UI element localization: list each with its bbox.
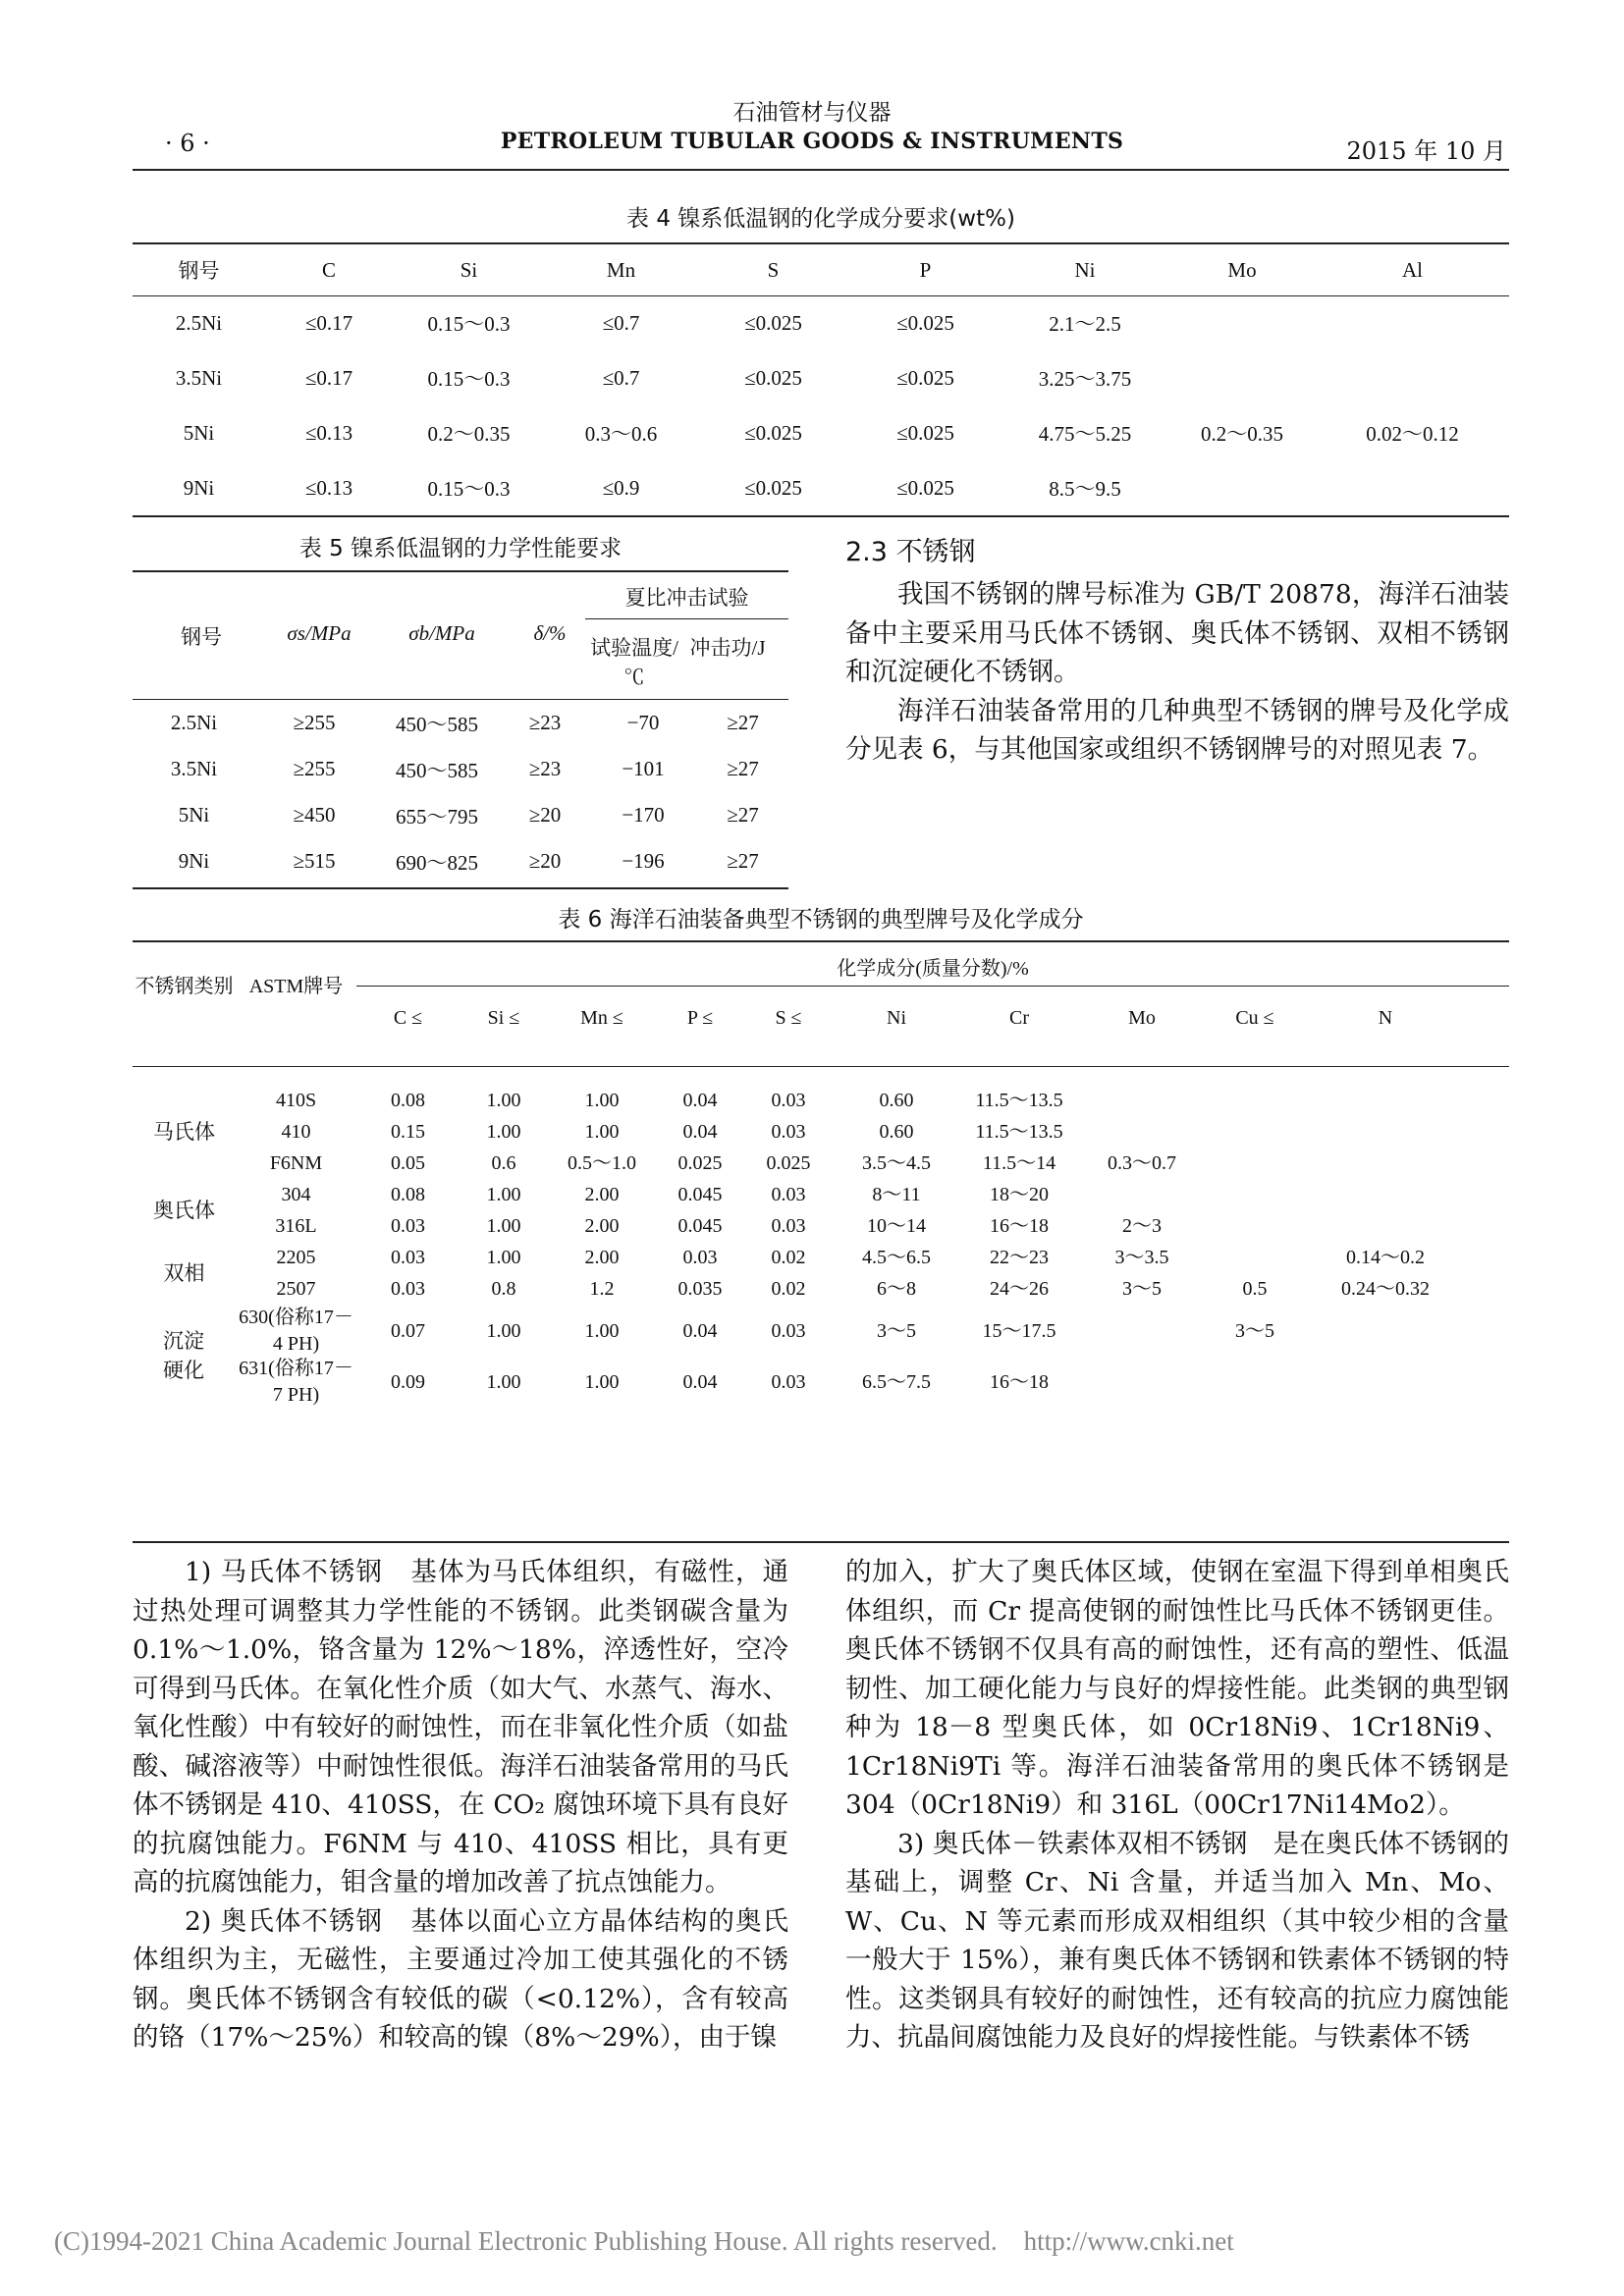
t4-cell: ≤0.025 [744,310,802,335]
t4-cell: 2.5Ni [175,310,223,335]
t6-cell: 0.02 [771,1278,806,1300]
t5-cell: −196 [622,849,665,873]
t6-cell: 410 [281,1121,311,1143]
t5-cell: ≥27 [727,757,759,780]
t4-cell: ≤0.025 [744,475,802,500]
t6-cell: 10～14 [867,1215,926,1237]
table6-bottom-rule [133,1541,1509,1543]
section-2-3-p2: 海洋石油装备常用的几种典型不锈钢的牌号及化学成分见表 6，与其他国家或组织不锈钢牌号的对照见表 7。 [845,695,1509,765]
t4-cell: ≤0.025 [896,475,954,500]
t4-cell: 3.5Ni [175,365,223,390]
t6-cell: 0.03 [771,1320,806,1342]
t4-cell [1316,295,1509,350]
t5-row [133,746,788,792]
t6-cell: 16～18 [990,1371,1049,1393]
t6-cell: 3～5 [1235,1320,1274,1342]
t6-cell: 22～23 [990,1247,1049,1268]
t6-h-astm: ASTM牌号 [248,976,344,997]
body-right-column [845,1553,1509,2057]
t6-cell: 0.04 [682,1320,718,1342]
table5-header [133,572,788,699]
t6-cell: 0.04 [682,1090,718,1111]
t4-cell: 0.2～0.35 [1201,422,1283,446]
body-left-p2 [133,1902,788,2057]
t6-cell: 0.14～0.2 [1346,1247,1425,1268]
t5-cell: ≥255 [293,757,336,780]
table6-header [133,942,1509,1066]
t5-cell: 450～585 [396,712,478,736]
t6-cell: 1.00 [486,1215,521,1237]
t5-cell: ≥255 [293,711,336,734]
t6-cell: 0.025 [766,1152,811,1174]
t5-cell: ≥23 [528,757,562,780]
t6-cell: 410S [275,1090,317,1111]
t4-cell: 3.25～3.75 [1038,367,1132,391]
t6-cell: 0.045 [677,1215,723,1237]
t6-element-3: P ≤ [686,1007,714,1029]
t4-cell: ≤0.025 [896,310,954,335]
t4-cell: 8.5～9.5 [1049,477,1121,501]
t4-cell [1316,350,1509,405]
t6-cell: 0.60 [879,1121,914,1143]
t6-cell: 2507 [276,1278,316,1300]
t4-cell: 0.3～0.6 [584,422,658,446]
t6-cell: 1.00 [584,1121,620,1143]
t6-element-1: Si ≤ [487,1007,520,1029]
t6-cell: 3～5 [1122,1278,1162,1300]
t6-category-0: 马氏体 [153,1120,215,1144]
t4-header-5: P [919,257,932,282]
t6-cell: 0.09 [391,1371,425,1393]
body-right-p1: 的加入，扩大了奥氏体区域，使钢在室温下得到单相奥氏体组织，而 Cr 提高使钢的耐蚀性比马氏体不锈钢更佳。奥氏体不锈钢不仅具有高的耐蚀性，还有高的塑性、低温韧性、加工硬化能力与良好的焊接性能。此类钢的典型钢种为 18－8 型奥氏体，如 0Cr18Ni9、1Cr18Ni9、1Cr18Ni9Ti 等。海洋石油装备常用的奥氏体不锈钢是 304（0Cr18Ni9）和 316L（00Cr17Ni14Mo2）。 [845,1557,1509,1820]
t6-h-category: 不锈钢类别 [135,976,234,997]
t6-cell: 3.5～4.5 [862,1152,931,1174]
t4-header-2: Si [460,257,478,282]
t6-cell: 2.00 [584,1215,620,1237]
t6-cell: 2～3 [1122,1215,1162,1237]
t6-cell: 0.03 [391,1278,425,1300]
t6-category-2: 双相 [163,1261,205,1285]
martensitic-text: 基体为马氏体组织，有磁性，通过热处理可调整其力学性能的不锈钢。此类钢碳含量为 0.1%～1.0%，铬含量为 12%～18%，淬透性好，空冷可得到马氏体。在氧化性介质（如大气、水蒸气、海水、氧化性酸）中有较好的耐蚀性，而在非氧化性介质（如盐酸、碱溶液等）中耐蚀性很低。海洋石油装备常用的马氏体不锈钢是 410、410SS，在 CO₂ 腐蚀环境下具有良好的抗腐蚀能力。F6NM 与 410、410SS 相比，具有更高的抗腐蚀能力，钼含量的增加改善了抗点蚀能力。 [133,1557,789,1897]
t6-cell: 0.03 [682,1247,718,1268]
t5-cell: 5Ni [178,803,210,827]
t4-cell: 5Ni [183,420,215,445]
table5 [133,700,788,884]
t6-cell: 0.08 [391,1184,425,1205]
t6-cell: 0.05 [391,1152,425,1174]
t6-element-7: Mo [1128,1007,1156,1029]
t4-row [133,460,1509,515]
t4-cell: ≤0.7 [602,365,640,390]
t6-cell: 0.03 [771,1371,806,1393]
section-2-3-p1: 我国不锈钢的牌号标准为 GB/T 20878，海洋石油装备中主要采用马氏体不锈钢、奥氏体不锈钢、双相不锈钢和沉淀硬化不锈钢。 [845,579,1509,687]
t6-cell: 11.5～14 [982,1152,1056,1174]
t6-cell: 0.03 [391,1247,425,1268]
duplex-text: 是在奥氏体不锈钢的基础上，调整 Cr、Ni 含量，并适当加入 Mn、Mo、W、Cu、N 等元素而形成双相组织（其中较少相的含量一般大于 15%），兼有奥氏体不锈钢和铁素体不锈钢的特性。这类钢具有较好的耐蚀性，还有较高的抗应力腐蚀能力、抗晶间腐蚀能力及良好的焊接性能。与铁素体不锈 [845,1828,1510,2053]
t5-h-delta: δ/% [533,621,567,645]
t6-element-9: N [1378,1007,1393,1029]
t5-cell: ≥515 [293,849,336,873]
t4-cell [1168,295,1316,350]
t6-element-8: Cu ≤ [1235,1007,1274,1029]
body-left-column [133,1553,788,2057]
section-2-3-body [845,575,1509,770]
t6-cell: 0.03 [771,1090,806,1111]
t5-row [133,838,788,884]
t4-cell: ≤0.7 [602,310,640,335]
t4-cell: 0.15～0.3 [427,477,511,501]
austenitic-text: 基体以面心立方晶体结构的奥氏体组织为主，无磁性，主要通过冷加工使其强化的不锈钢。奥氏体不锈钢含有较低的碳（<0.12%），含有较高的铬（17%～25%）和较高的镍（8%～29%），由于镍 [133,1905,789,2053]
t5-h-grade: 钢号 [181,625,222,649]
table6-caption: 表 6 海洋石油装备典型不锈钢的典型牌号及化学成分 [558,907,1084,933]
t6-cell: 3～5 [877,1320,916,1342]
t4-cell: ≤0.9 [602,475,640,500]
t6-cell: 0.08 [391,1090,425,1111]
t6-cell: 16～18 [990,1215,1049,1237]
t6-cell: 0.04 [682,1121,718,1143]
table5-bottom-rule [133,887,788,889]
t5-cell: 3.5Ni [170,757,218,780]
t6-cell: 1.00 [486,1184,521,1205]
t6-category-1: 奥氏体 [153,1199,215,1222]
t6-cell: 0.045 [677,1184,723,1205]
t4-row [133,350,1509,405]
t6-cell: 1.00 [486,1320,521,1342]
t5-cell: 655～795 [396,804,478,828]
t5-cell: 9Ni [178,849,210,873]
body-left-p1 [133,1553,788,1902]
t6-cell: 631(俗称17－7 PH) [239,1358,353,1406]
t5-cell: ≥27 [727,803,759,827]
copyright-footer: (C)1994-2021 China Academic Journal Electronic Publishing House. All rights reserved. http://www.cnki.net [54,2226,1234,2256]
section-2-3-heading: 2.3 不锈钢 [845,537,976,567]
t4-cell: ≤0.17 [304,310,353,335]
martensitic-lead: 1) 马氏体不锈钢 [185,1557,383,1587]
t6-cell: 1.2 [589,1278,615,1300]
table5-caption: 表 5 镍系低温钢的力学性能要求 [298,536,623,561]
t4-cell: ≤0.17 [304,365,353,390]
t6-cell: 0.07 [391,1320,425,1342]
t5-cell: −70 [626,711,660,734]
t5-h-temp: 试验温度/℃ [590,636,678,689]
t6-cell: 1.00 [584,1320,620,1342]
t6-cell: 0.035 [677,1278,723,1300]
t4-cell: ≤0.13 [304,420,353,445]
t4-cell: ≤0.025 [896,365,954,390]
t6-cell: 15～17.5 [982,1320,1056,1342]
t4-row [133,295,1509,350]
t6-cell: 0.6 [491,1152,516,1174]
t6-cell: 1.00 [486,1247,521,1268]
t6-h-chem: 化学成分(质量分数)/% [837,958,1029,980]
t4-cell [1168,460,1316,515]
t5-cell: 2.5Ni [170,711,218,734]
t6-cell: 0.3～0.7 [1108,1152,1176,1174]
body-right-p2 [845,1825,1509,2057]
t6-cell: 2205 [276,1247,316,1268]
table4-bottom-rule [133,515,1509,517]
t4-header-6: Ni [1074,257,1096,282]
t4-cell: 2.1～2.5 [1049,312,1121,336]
journal-title-cn: 石油管材与仪器 [732,100,892,126]
t4-cell: ≤0.025 [744,365,802,390]
t6-cell: 0.24～0.32 [1341,1278,1430,1300]
t5-cell: ≥27 [727,849,759,873]
t6-cell: 0.8 [491,1278,516,1300]
t6-cell: 2.00 [584,1247,620,1268]
t6-cell: 0.15 [391,1121,425,1143]
table4-caption: 表 4 镍系低温钢的化学成分要求(wt%) [626,206,1015,232]
t4-cell: ≤0.025 [896,420,954,445]
t5-cell: 690～825 [396,850,478,875]
t6-cell: 11.5～13.5 [975,1090,1063,1111]
t6-cell: 1.00 [486,1121,521,1143]
t5-cell: ≥20 [528,849,562,873]
t4-cell: ≤0.025 [744,420,802,445]
t4-header-1: C [321,257,336,282]
t6-cell: 0.5～1.0 [568,1152,636,1174]
table6-head-rule [133,1066,1509,1067]
t6-cell: 6～8 [877,1278,916,1300]
duplex-lead: 3) 奥氏体－铁素体双相不锈钢 [897,1828,1248,1859]
t4-cell: 0.2～0.35 [427,422,511,446]
t4-header-4: S [767,257,780,282]
table4 [133,244,1509,515]
t5-row [133,792,788,838]
t5-cell: −101 [622,757,665,780]
t5-cell: −170 [622,803,665,827]
t6-cell: 0.02 [771,1247,806,1268]
t6-cell: 0.03 [771,1184,806,1205]
t6-element-6: Cr [1009,1007,1029,1029]
t6-cell: 11.5～13.5 [975,1121,1063,1143]
t4-cell: 0.15～0.3 [427,312,511,336]
t6-cell: 0.60 [879,1090,914,1111]
t6-cell: 2.00 [584,1184,620,1205]
t6-cell: 1.00 [584,1090,620,1111]
t5-cell: ≥27 [727,711,759,734]
t6-element-0: C ≤ [393,1007,423,1029]
t4-cell [1316,460,1509,515]
t6-cell: 316L [275,1215,317,1237]
t4-cell [1168,350,1316,405]
t6-cell: 630(俗称17－4 PH) [239,1307,353,1355]
t6-cell: 0.025 [677,1152,723,1174]
page-number: · 6 · [165,130,210,157]
issue-date: 2015 年 10 月 [1346,137,1506,165]
t4-cell: ≤0.13 [304,475,353,500]
t6-element-5: Ni [887,1007,906,1029]
t5-h-sigma-b: σb/MPa [408,621,475,645]
t6-cell: 4.5～6.5 [862,1247,931,1268]
t4-cell: 4.75～5.25 [1038,422,1132,446]
t6-cell: 24～26 [990,1278,1049,1300]
t5-h-sigma-s: σs/MPa [287,621,352,645]
t6-element-2: Mn ≤ [580,1007,623,1029]
t4-header-8: Al [1402,257,1423,282]
t6-cell: 0.03 [771,1215,806,1237]
t6-cell: 0.03 [771,1121,806,1143]
t5-cell: ≥450 [293,803,336,827]
t6-cell: 8～11 [872,1184,921,1205]
t5-cell: ≥20 [528,803,562,827]
t5-cell: ≥23 [528,711,562,734]
t4-header-3: Mn [606,257,636,282]
t4-cell: 0.15～0.3 [427,367,511,391]
t6-cell: 0.04 [682,1371,718,1393]
t5-h-energy: 冲击功/J [689,636,766,660]
t4-cell: 9Ni [183,475,215,500]
t6-cell: 3～3.5 [1114,1247,1169,1268]
header-rule [133,169,1509,171]
t6-cell: 6.5～7.5 [862,1371,931,1393]
t5-cell: 450～585 [396,758,478,782]
t6-cell: 0.5 [1242,1278,1268,1300]
t6-cell: 1.00 [486,1371,521,1393]
t4-row [133,405,1509,460]
t4-header-7: Mo [1227,257,1257,282]
t6-cell: 18～20 [990,1184,1049,1205]
t6-cell: 304 [281,1184,311,1205]
journal-title-en: PETROLEUM TUBULAR GOODS & INSTRUMENTS [500,129,1124,154]
t4-cell: 0.02～0.12 [1366,422,1459,446]
t6-element-4: S ≤ [775,1007,802,1029]
austenitic-lead: 2) 奥氏体不锈钢 [185,1905,383,1937]
t6-cell: 0.03 [391,1215,425,1237]
t5-h-charpy: 夏比冲击试验 [624,586,749,610]
t6-cell: 1.00 [486,1090,521,1111]
t6-cell: F6NM [269,1152,323,1174]
t6-cell: 1.00 [584,1371,620,1393]
t6-category-3: 沉淀硬化 [163,1329,204,1382]
t5-row [133,700,788,746]
t4-header-0: 钢号 [178,259,220,283]
